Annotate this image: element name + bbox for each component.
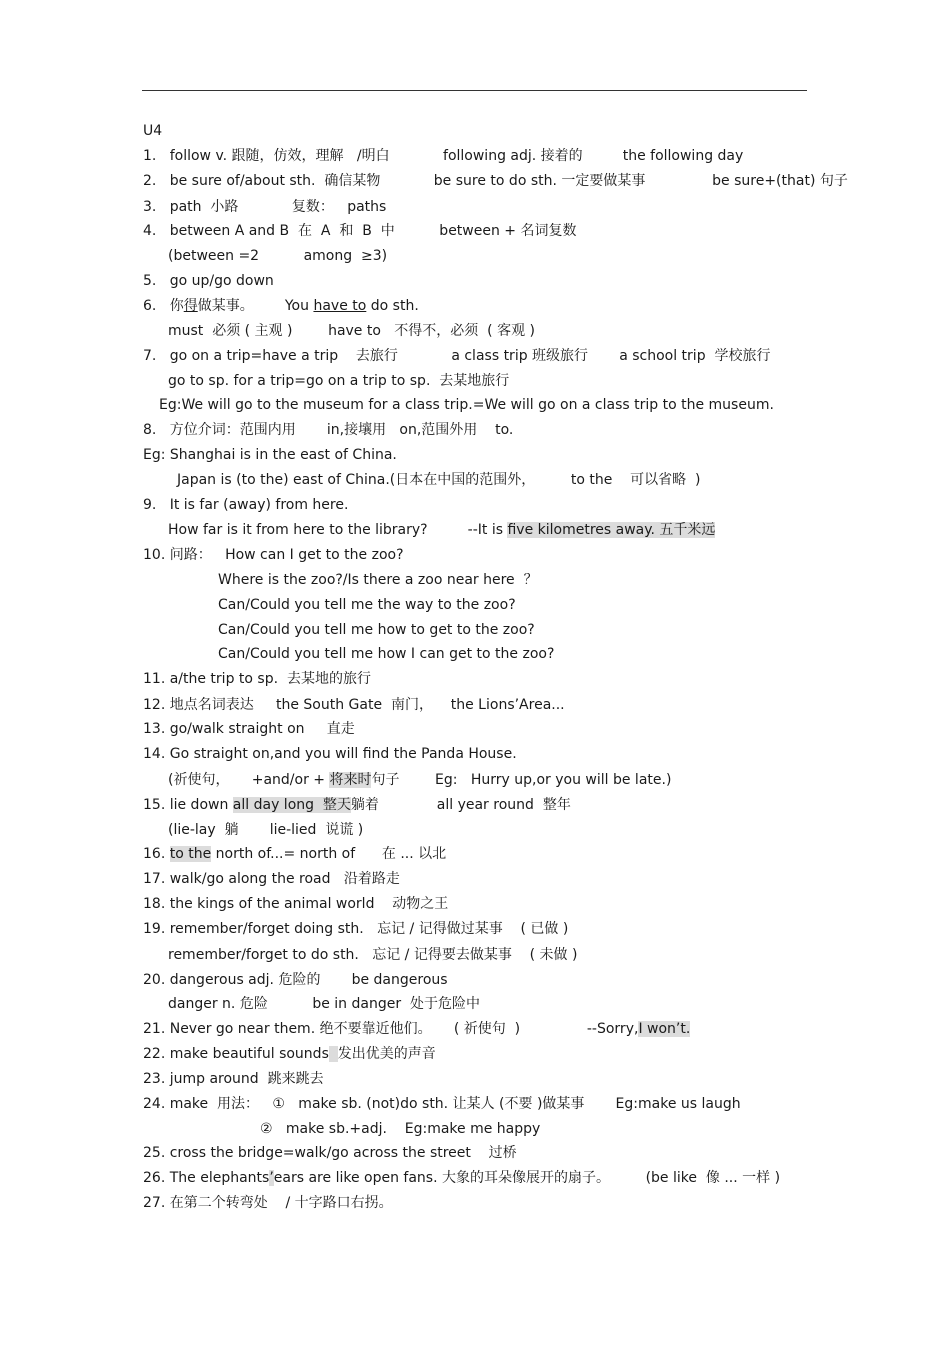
note-line-15: 15. lie down all day long 整天躺着 all year round 整年: [143, 797, 571, 813]
note-line-9: 9. It is far (away) from here.: [143, 497, 349, 513]
unit-title: U4: [143, 123, 163, 139]
note-line-22: 22. make beautiful sounds 发出优美的声音: [143, 1046, 436, 1062]
note-line-21: 21. Never go near them. 绝不要靠近他们。 ( 祈使句 ) --Sorry,I won’t.: [143, 1021, 691, 1037]
note-line-20-sub: danger n. 危险 be in danger 处于危险中: [168, 996, 480, 1012]
note-line-3: 3. path 小路 复数： paths: [143, 199, 387, 215]
note-line-19-sub: remember/forget to do sth. 忘记 / 记得要去做某事 ( 未做 ): [168, 947, 578, 963]
note-line-6: 6. 你得做某事。 You have to do sth.: [143, 298, 419, 314]
note-line-15-sub: (lie-lay 躺 lie-lied 说谎 ): [168, 822, 364, 838]
note-line-4: 4. between A and B 在 A 和 B 中 between + 名词复数: [143, 223, 577, 239]
note-line-10-sub-4: Can/Could you tell me how I can get to the zoo?: [218, 646, 555, 662]
note-line-25: 25. cross the bridge=walk/go across the street 过桥: [143, 1145, 517, 1161]
note-line-16: 16. to the north of...= north of 在 ... 以北: [143, 846, 447, 862]
note-line-10: 10. 问路： How can I get to the zoo?: [143, 547, 404, 563]
note-line-24-sub: ② make sb.+adj. Eg:make me happy: [260, 1121, 541, 1137]
note-line-1: 1. follow v. 跟随，仿效，理解 /明白 following adj. 接着的 the following day: [143, 148, 744, 164]
note-line-19: 19. remember/forget doing sth. 忘记 / 记得做过某事 ( 已做 ): [143, 921, 569, 937]
note-line-9-sub: How far is it from here to the library? --It is five kilometres away. 五千米远: [168, 522, 716, 538]
note-line-8-example-2: Japan is (to the) east of China.(日本在中国的范围外， to the 可以省略 ): [177, 472, 701, 488]
note-line-20: 20. dangerous adj. 危险的 be dangerous: [143, 972, 448, 988]
note-line-2: 2. be sure of/about sth. 确信某物 be sure to do sth. 一定要做某事 be sure+(that) 句子: [143, 173, 848, 189]
note-line-10-sub-1: Where is the zoo?/Is there a zoo near here ？: [218, 572, 538, 588]
note-line-14-sub: (祈使句， +and/or + 将来时句子 Eg: Hurry up,or you will be late.): [168, 772, 672, 788]
note-line-8-example: Eg: Shanghai is in the east of China.: [143, 447, 397, 463]
note-line-7: 7. go on a trip=have a trip 去旅行 a class trip 班级旅行 a school trip 学校旅行: [143, 348, 771, 364]
note-line-13: 13. go/walk straight on 直走: [143, 721, 355, 737]
note-line-8: 8. 方位介词：范围内用 in,接壤用 on,范围外用 to.: [143, 422, 514, 438]
note-line-23: 23. jump around 跳来跳去: [143, 1071, 324, 1087]
note-line-4-sub: (between =2 among ≥3): [168, 248, 388, 264]
note-line-24: 24. make 用法： ① make sb. (not)do sth. 让某人 (不要 )做某事 Eg:make us laugh: [143, 1096, 741, 1112]
note-line-6-sub: must 必须 ( 主观 ) have to 不得不，必须 ( 客观 ): [168, 323, 536, 339]
note-line-10-sub-2: Can/Could you tell me the way to the zoo?: [218, 597, 516, 613]
note-line-18: 18. the kings of the animal world 动物之王: [143, 896, 449, 912]
note-line-5: 5. go up/go down: [143, 273, 274, 289]
note-line-11: 11. a/the trip to sp. 去某地的旅行: [143, 671, 371, 687]
header-rule: [142, 90, 807, 91]
note-line-12: 12. 地点名词表达 the South Gate 南门， the Lions’Area...: [143, 697, 565, 713]
note-line-27: 27. 在第二个转弯处 / 十字路口右拐。: [143, 1195, 393, 1211]
note-line-7-sub: go to sp. for a trip=go on a trip to sp. 去某地旅行: [168, 373, 510, 389]
note-line-17: 17. walk/go along the road 沿着路走: [143, 871, 400, 887]
note-line-14: 14. Go straight on,and you will find the Panda House.: [143, 746, 517, 762]
note-line-7-example: Eg:We will go to the museum for a class trip.=We will go on a class trip to the museum.: [159, 397, 774, 413]
note-line-26: 26. The elephants’ears are like open fans. 大象的耳朵像展开的扇子。 (be like 像 ... 一样 ): [143, 1170, 781, 1186]
note-line-10-sub-3: Can/Could you tell me how to get to the zoo?: [218, 622, 535, 638]
